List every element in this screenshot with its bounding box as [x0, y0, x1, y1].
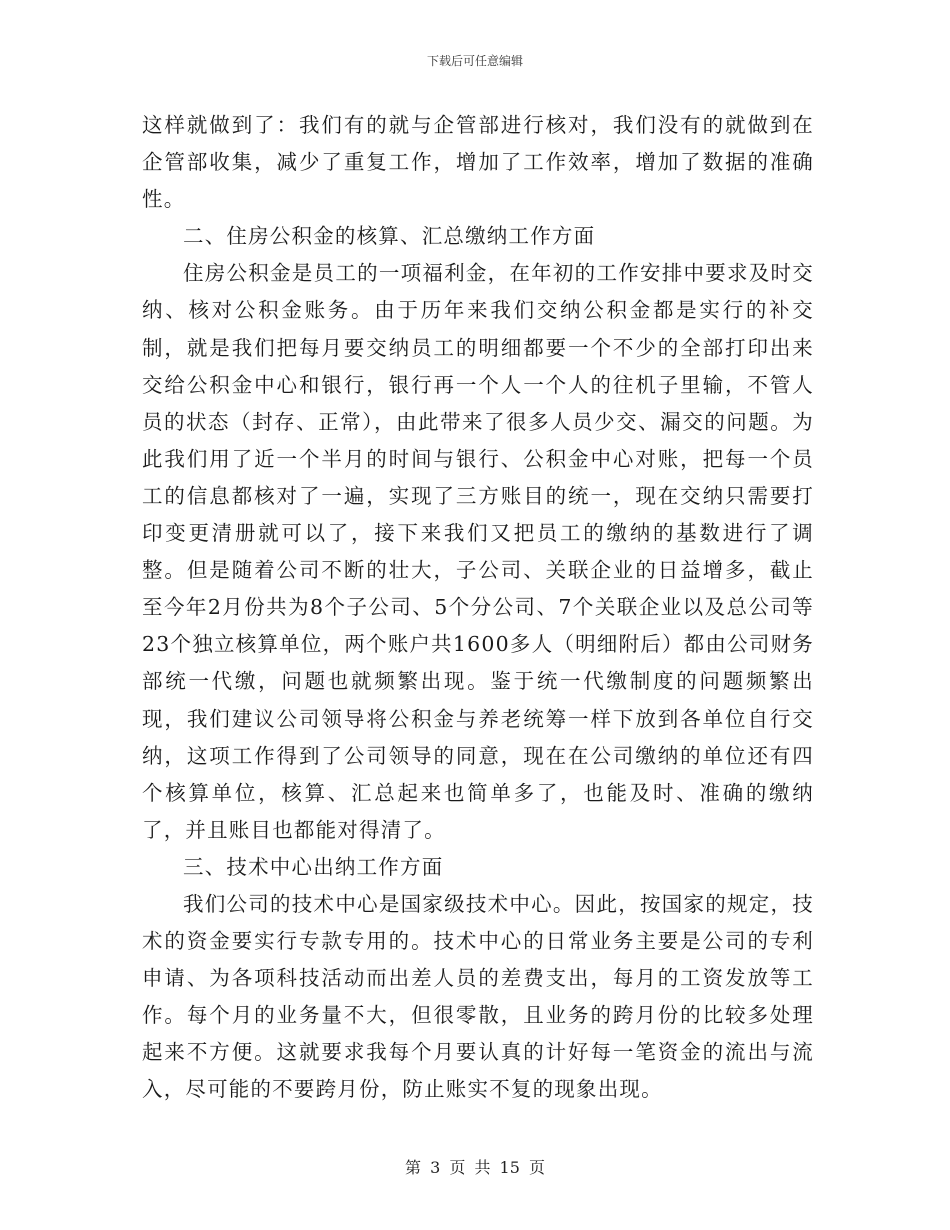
- page-header: 下载后可任意编辑: [426, 54, 523, 68]
- section-heading-housing-fund: 二、住房公积金的核算、汇总缴纳工作方面: [183, 224, 596, 249]
- section-heading-tech-center: 三、技术中心出纳工作方面: [183, 854, 444, 879]
- paragraph-continuation: 这样就做到了：我们有的就与企管部进行核对，我们没有的就做到在企管部收集，减少了重复工作，增加了工作效率，增加了数据的准确性。: [142, 113, 814, 212]
- paragraph-tech-center: 我们公司的技术中心是国家级技术中心。因此，按国家的规定，技术的资金要实行专款专用的。技术中心的日常业务主要是公司的专利申请、为各项科技活动而出差人员的差费支出，每月的工资发放等工作。每个月的业务量不大，但很零散，且业务的跨月份的比较多处理起来不方便。这就要求我每个月要认真的计好每一笔资金的流出与流入，尽可能的不要跨月份，防止账实不复的现象出现。: [142, 891, 814, 1102]
- paragraph-housing-fund: 住房公积金是员工的一项福利金，在年初的工作安排中要求及时交纳、核对公积金账务。由于历年来我们交纳公积金都是实行的补交制，就是我们把每月要交纳员工的明细都要一个不少的全部打印出来交给公积金中心和银行，银行再一个人一个人的往机子里输，不管人员的状态（封存、正常），由此带来了很多人员少交、漏交的问题。为此我们用了近一个半月的时间与银行、公积金中心对账，把每一个员工的信息都核对了一遍，实现了三方账目的统一，现在交纳只需要打印变更清册就可以了，接下来我们又把员工的缴纳的基数进行了调整。但是随着公司不断的壮大，子公司、关联企业的日益增多，截止至今年2月份共为8个子公司、5个分公司、7个关联企业以及总公司等23个独立核算单位，两个账户共1600多人（明细附后）都由公司财务部统一代缴，问题也就频繁出现。鉴于统一代缴制度的问题频繁出现，我们建议公司领导将公积金与养老统筹一样下放到各单位自行交纳，这项工作得到了公司领导的同意，现在在公司缴纳的单位还有四个核算单位，核算、汇总起来也简单多了，也能及时、准确的缴纳了，并且账目也都能对得清了。: [142, 261, 814, 842]
- page-number-footer: 第 3 页 共 15 页: [405, 1158, 545, 1177]
- document-body: [142, 107, 814, 1109]
